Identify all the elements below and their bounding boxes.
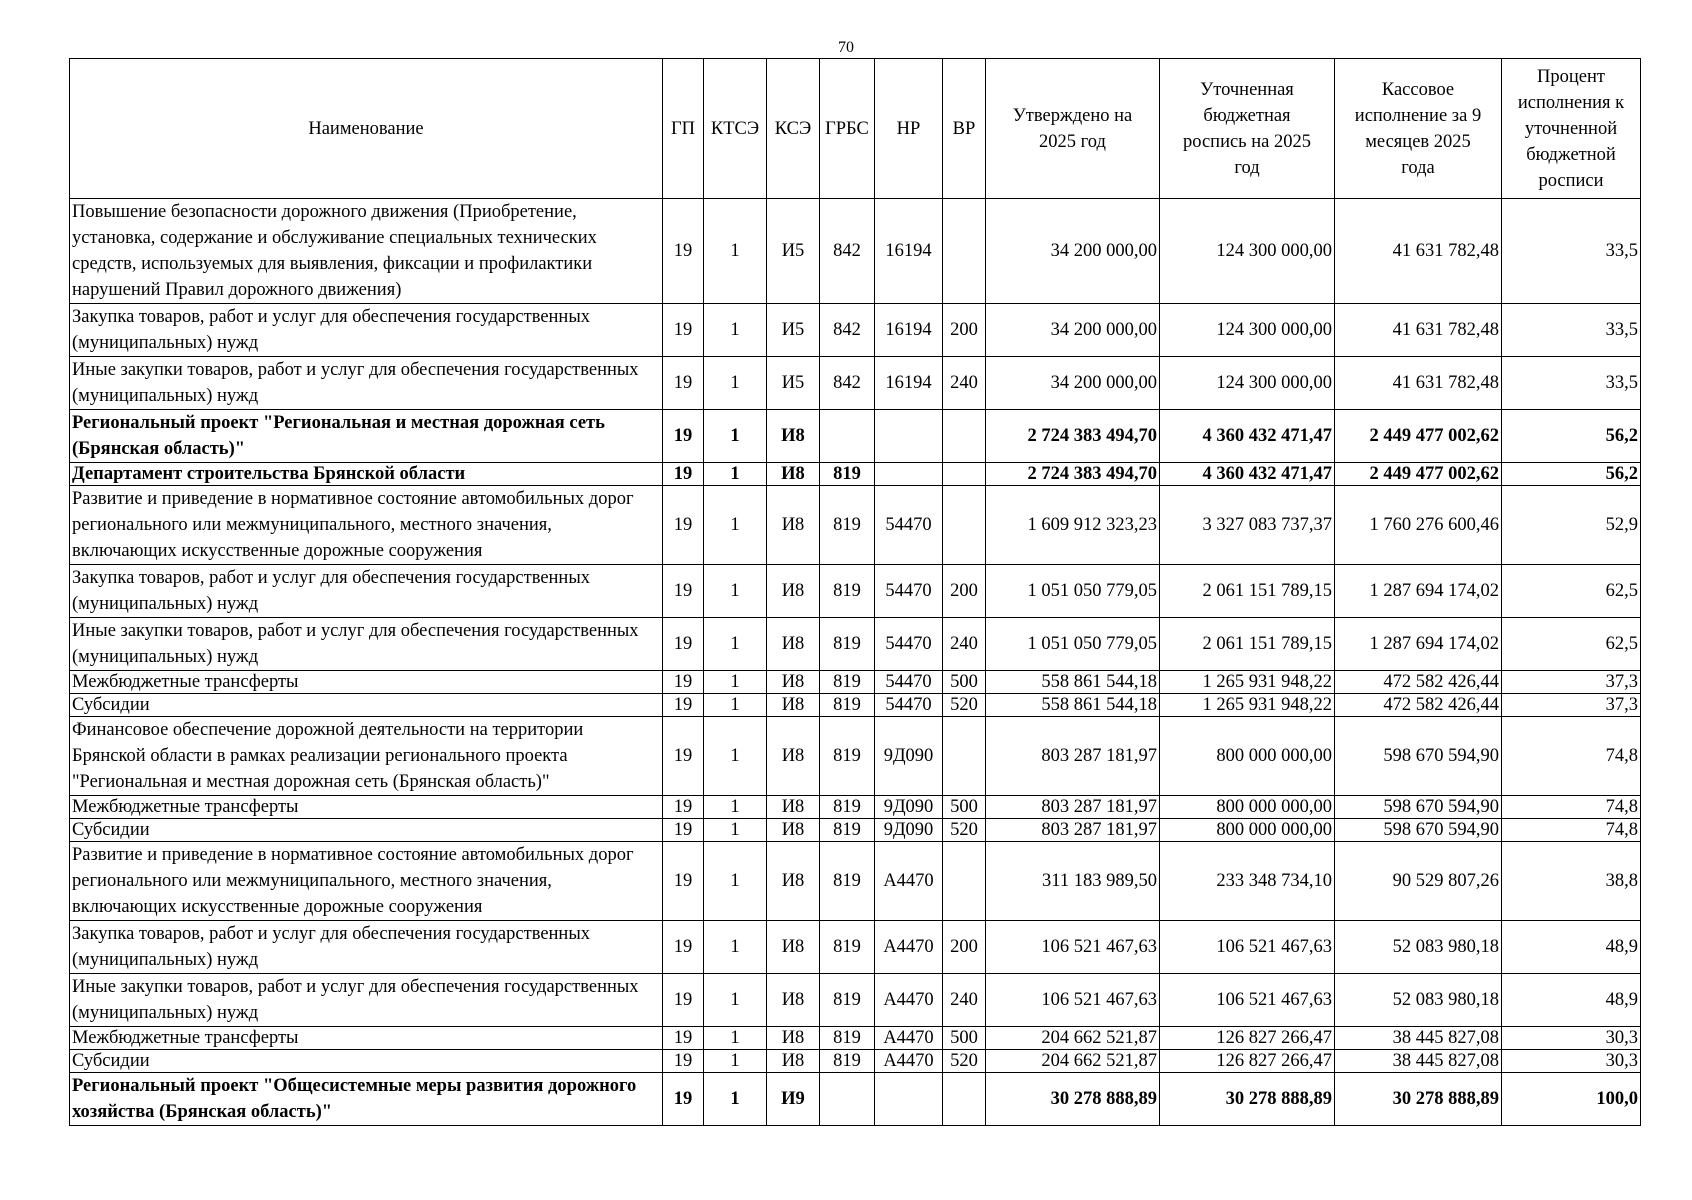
row-gp: 19 (663, 304, 704, 357)
row-cash: 90 529 807,26 (1335, 842, 1502, 921)
row-ktse: 1 (704, 694, 767, 717)
row-kse: И8 (767, 1050, 820, 1073)
row-name: Региональный проект "Общесистемные меры развития дорожного хозяйства (Брянская область)" (70, 1073, 663, 1126)
row-gp: 19 (663, 717, 704, 796)
row-ktse: 1 (704, 819, 767, 842)
row-grbs: 842 (820, 304, 875, 357)
row-grbs: 819 (820, 618, 875, 671)
row-gp: 19 (663, 842, 704, 921)
header-refined: Уточненная бюджетная роспись на 2025 год (1160, 59, 1335, 199)
row-ktse: 1 (704, 410, 767, 463)
row-cash: 2 449 477 002,62 (1335, 463, 1502, 486)
row-vr (943, 199, 986, 304)
row-kse: И5 (767, 199, 820, 304)
row-percent: 48,9 (1502, 974, 1641, 1027)
row-kse: И8 (767, 410, 820, 463)
row-name: Развитие и приведение в нормативное состояние автомобильных дорог регионального или межмуниципального, местного значения, включающих искусственные дорожные сооружения (70, 486, 663, 565)
row-np: 9Д090 (875, 796, 943, 819)
row-percent: 56,2 (1502, 410, 1641, 463)
row-grbs: 819 (820, 974, 875, 1027)
row-np: А4470 (875, 1050, 943, 1073)
row-cash: 598 670 594,90 (1335, 796, 1502, 819)
row-vr: 500 (943, 1027, 986, 1050)
row-vr: 520 (943, 819, 986, 842)
row-approved: 558 861 544,18 (986, 671, 1160, 694)
row-gp: 19 (663, 974, 704, 1027)
header-grbs: ГРБС (820, 59, 875, 199)
row-ktse: 1 (704, 717, 767, 796)
row-np: 54470 (875, 671, 943, 694)
row-grbs: 819 (820, 921, 875, 974)
row-name: Закупка товаров, работ и услуг для обеспечения государственных (муниципальных) нужд (70, 565, 663, 618)
row-cash: 1 760 276 600,46 (1335, 486, 1502, 565)
row-approved: 34 200 000,00 (986, 357, 1160, 410)
row-grbs (820, 410, 875, 463)
row-approved: 311 183 989,50 (986, 842, 1160, 921)
table-row (70, 486, 1641, 565)
row-grbs: 819 (820, 694, 875, 717)
header-vr: ВР (943, 59, 986, 199)
row-kse: И8 (767, 974, 820, 1027)
row-gp: 19 (663, 486, 704, 565)
row-refined: 30 278 888,89 (1160, 1073, 1335, 1126)
row-kse: И5 (767, 304, 820, 357)
row-gp: 19 (663, 671, 704, 694)
row-np: А4470 (875, 974, 943, 1027)
page-number: 70 (838, 39, 854, 56)
row-name: Департамент строительства Брянской области (70, 463, 663, 486)
header-gp: ГП (663, 59, 704, 199)
row-vr: 200 (943, 304, 986, 357)
row-name: Субсидии (70, 694, 663, 717)
header-ktse: КТСЭ (704, 59, 767, 199)
row-ktse: 1 (704, 842, 767, 921)
row-cash: 1 287 694 174,02 (1335, 565, 1502, 618)
row-np (875, 463, 943, 486)
row-gp: 19 (663, 463, 704, 486)
row-kse: И8 (767, 796, 820, 819)
row-kse: И8 (767, 618, 820, 671)
row-percent: 62,5 (1502, 618, 1641, 671)
row-percent: 48,9 (1502, 921, 1641, 974)
table-row (70, 463, 1641, 486)
row-kse: И8 (767, 842, 820, 921)
row-name: Межбюджетные трансферты (70, 671, 663, 694)
row-gp: 19 (663, 921, 704, 974)
row-vr (943, 463, 986, 486)
row-cash: 38 445 827,08 (1335, 1027, 1502, 1050)
row-kse: И8 (767, 486, 820, 565)
row-ktse: 1 (704, 618, 767, 671)
row-percent: 56,2 (1502, 463, 1641, 486)
row-percent: 74,8 (1502, 717, 1641, 796)
row-approved: 1 051 050 779,05 (986, 565, 1160, 618)
row-ktse: 1 (704, 357, 767, 410)
row-cash: 30 278 888,89 (1335, 1073, 1502, 1126)
table-row (70, 974, 1641, 1027)
header-name: Наименование (70, 59, 663, 199)
row-ktse: 1 (704, 921, 767, 974)
row-grbs: 819 (820, 796, 875, 819)
row-np: 9Д090 (875, 819, 943, 842)
row-grbs: 842 (820, 199, 875, 304)
row-gp: 19 (663, 357, 704, 410)
row-refined: 2 061 151 789,15 (1160, 618, 1335, 671)
row-approved: 106 521 467,63 (986, 921, 1160, 974)
table-row (70, 565, 1641, 618)
row-gp: 19 (663, 819, 704, 842)
row-refined: 800 000 000,00 (1160, 819, 1335, 842)
row-np: 16194 (875, 357, 943, 410)
row-name: Субсидии (70, 819, 663, 842)
row-refined: 124 300 000,00 (1160, 304, 1335, 357)
row-vr: 500 (943, 796, 986, 819)
row-name: Финансовое обеспечение дорожной деятельности на территории Брянской области в рамках реализации регионального проекта "Региональная и местная дорожная сеть (Брянская область)" (70, 717, 663, 796)
row-grbs: 819 (820, 565, 875, 618)
row-ktse: 1 (704, 463, 767, 486)
row-name: Региональный проект "Региональная и местная дорожная сеть (Брянская область)" (70, 410, 663, 463)
row-kse: И5 (767, 357, 820, 410)
row-gp: 19 (663, 618, 704, 671)
row-np: 16194 (875, 199, 943, 304)
row-np: 9Д090 (875, 717, 943, 796)
row-vr (943, 1073, 986, 1126)
row-refined: 800 000 000,00 (1160, 796, 1335, 819)
row-np: 54470 (875, 618, 943, 671)
row-vr (943, 486, 986, 565)
row-kse: И8 (767, 819, 820, 842)
row-np: 54470 (875, 694, 943, 717)
row-grbs: 819 (820, 1027, 875, 1050)
table-row (70, 357, 1641, 410)
row-kse: И8 (767, 694, 820, 717)
row-name: Иные закупки товаров, работ и услуг для обеспечения государственных (муниципальных) нужд (70, 357, 663, 410)
row-approved: 803 287 181,97 (986, 819, 1160, 842)
row-cash: 41 631 782,48 (1335, 199, 1502, 304)
table-row (70, 1050, 1641, 1073)
row-refined: 1 265 931 948,22 (1160, 671, 1335, 694)
row-ktse: 1 (704, 974, 767, 1027)
row-refined: 233 348 734,10 (1160, 842, 1335, 921)
row-ktse: 1 (704, 199, 767, 304)
row-gp: 19 (663, 199, 704, 304)
row-percent: 74,8 (1502, 819, 1641, 842)
row-cash: 41 631 782,48 (1335, 357, 1502, 410)
row-approved: 1 051 050 779,05 (986, 618, 1160, 671)
row-percent: 33,5 (1502, 357, 1641, 410)
row-approved: 34 200 000,00 (986, 304, 1160, 357)
table-row (70, 1073, 1641, 1126)
row-percent: 62,5 (1502, 565, 1641, 618)
row-refined: 1 265 931 948,22 (1160, 694, 1335, 717)
row-percent: 30,3 (1502, 1050, 1641, 1073)
table-row (70, 618, 1641, 671)
row-approved: 803 287 181,97 (986, 717, 1160, 796)
table-row (70, 410, 1641, 463)
row-vr: 500 (943, 671, 986, 694)
row-name: Субсидии (70, 1050, 663, 1073)
row-refined: 124 300 000,00 (1160, 357, 1335, 410)
row-vr: 240 (943, 618, 986, 671)
row-vr: 240 (943, 974, 986, 1027)
header-approved: Утверждено на 2025 год (986, 59, 1160, 199)
row-approved: 558 861 544,18 (986, 694, 1160, 717)
row-kse: И8 (767, 921, 820, 974)
row-vr: 240 (943, 357, 986, 410)
row-vr (943, 717, 986, 796)
row-vr: 200 (943, 565, 986, 618)
row-kse: И8 (767, 1027, 820, 1050)
row-name: Межбюджетные трансферты (70, 796, 663, 819)
row-np: 54470 (875, 565, 943, 618)
row-percent: 100,0 (1502, 1073, 1641, 1126)
row-ktse: 1 (704, 1027, 767, 1050)
row-cash: 41 631 782,48 (1335, 304, 1502, 357)
row-kse: И8 (767, 717, 820, 796)
table-row (70, 304, 1641, 357)
row-approved: 204 662 521,87 (986, 1027, 1160, 1050)
row-grbs: 819 (820, 819, 875, 842)
row-grbs: 842 (820, 357, 875, 410)
row-percent: 33,5 (1502, 304, 1641, 357)
row-refined: 3 327 083 737,37 (1160, 486, 1335, 565)
row-cash: 1 287 694 174,02 (1335, 618, 1502, 671)
row-refined: 126 827 266,47 (1160, 1050, 1335, 1073)
row-name: Межбюджетные трансферты (70, 1027, 663, 1050)
row-percent: 37,3 (1502, 694, 1641, 717)
row-name: Закупка товаров, работ и услуг для обеспечения государственных (муниципальных) нужд (70, 304, 663, 357)
row-approved: 30 278 888,89 (986, 1073, 1160, 1126)
row-cash: 472 582 426,44 (1335, 671, 1502, 694)
row-cash: 472 582 426,44 (1335, 694, 1502, 717)
row-approved: 803 287 181,97 (986, 796, 1160, 819)
row-ktse: 1 (704, 304, 767, 357)
row-percent: 52,9 (1502, 486, 1641, 565)
row-np: А4470 (875, 1027, 943, 1050)
row-gp: 19 (663, 565, 704, 618)
table-row (70, 819, 1641, 842)
budget-table (69, 58, 1641, 1126)
header-np: НР (875, 59, 943, 199)
row-name: Иные закупки товаров, работ и услуг для обеспечения государственных (муниципальных) нужд (70, 618, 663, 671)
row-gp: 19 (663, 1027, 704, 1050)
row-approved: 106 521 467,63 (986, 974, 1160, 1027)
row-gp: 19 (663, 1050, 704, 1073)
row-grbs: 819 (820, 717, 875, 796)
header-kse: КСЭ (767, 59, 820, 199)
table-row (70, 1027, 1641, 1050)
row-vr: 520 (943, 1050, 986, 1073)
row-kse: И8 (767, 565, 820, 618)
row-ktse: 1 (704, 565, 767, 618)
row-refined: 2 061 151 789,15 (1160, 565, 1335, 618)
row-percent: 38,8 (1502, 842, 1641, 921)
row-np: 16194 (875, 304, 943, 357)
row-ktse: 1 (704, 486, 767, 565)
row-grbs (820, 1073, 875, 1126)
row-grbs: 819 (820, 1050, 875, 1073)
row-np (875, 410, 943, 463)
row-vr: 520 (943, 694, 986, 717)
row-cash: 2 449 477 002,62 (1335, 410, 1502, 463)
table-row (70, 717, 1641, 796)
row-approved: 34 200 000,00 (986, 199, 1160, 304)
row-percent: 37,3 (1502, 671, 1641, 694)
table-row (70, 921, 1641, 974)
row-vr (943, 410, 986, 463)
header-percent: Процент исполнения к уточненной бюджетной росписи (1502, 59, 1641, 199)
row-approved: 204 662 521,87 (986, 1050, 1160, 1073)
row-percent: 30,3 (1502, 1027, 1641, 1050)
row-gp: 19 (663, 796, 704, 819)
row-approved: 2 724 383 494,70 (986, 410, 1160, 463)
row-grbs: 819 (820, 842, 875, 921)
row-ktse: 1 (704, 1050, 767, 1073)
row-cash: 52 083 980,18 (1335, 974, 1502, 1027)
row-cash: 38 445 827,08 (1335, 1050, 1502, 1073)
row-refined: 4 360 432 471,47 (1160, 410, 1335, 463)
table-row (70, 671, 1641, 694)
row-name: Закупка товаров, работ и услуг для обеспечения государственных (муниципальных) нужд (70, 921, 663, 974)
table-row (70, 796, 1641, 819)
row-grbs: 819 (820, 463, 875, 486)
row-cash: 598 670 594,90 (1335, 717, 1502, 796)
row-np: А4470 (875, 842, 943, 921)
table-row (70, 694, 1641, 717)
row-grbs: 819 (820, 486, 875, 565)
header-cash: Кассовое исполнение за 9 месяцев 2025 года (1335, 59, 1502, 199)
row-vr (943, 842, 986, 921)
row-refined: 4 360 432 471,47 (1160, 463, 1335, 486)
row-percent: 33,5 (1502, 199, 1641, 304)
row-refined: 800 000 000,00 (1160, 717, 1335, 796)
row-kse: И8 (767, 671, 820, 694)
row-vr: 200 (943, 921, 986, 974)
row-name: Повышение безопасности дорожного движения (Приобретение, установка, содержание и обслуживание специальных технических средств, используемых для выявления, фиксации и профилактики нарушений Правил дорожного движения) (70, 199, 663, 304)
row-kse: И8 (767, 463, 820, 486)
row-ktse: 1 (704, 1073, 767, 1126)
row-refined: 126 827 266,47 (1160, 1027, 1335, 1050)
row-grbs: 819 (820, 671, 875, 694)
row-refined: 106 521 467,63 (1160, 974, 1335, 1027)
row-np: 54470 (875, 486, 943, 565)
row-name: Иные закупки товаров, работ и услуг для обеспечения государственных (муниципальных) нужд (70, 974, 663, 1027)
table-row (70, 842, 1641, 921)
row-refined: 124 300 000,00 (1160, 199, 1335, 304)
row-approved: 1 609 912 323,23 (986, 486, 1160, 565)
row-percent: 74,8 (1502, 796, 1641, 819)
row-np: А4470 (875, 921, 943, 974)
row-np (875, 1073, 943, 1126)
row-gp: 19 (663, 1073, 704, 1126)
row-cash: 52 083 980,18 (1335, 921, 1502, 974)
table-header-row (70, 59, 1641, 199)
table-row (70, 199, 1641, 304)
row-name: Развитие и приведение в нормативное состояние автомобильных дорог регионального или межмуниципального, местного значения, включающих искусственные дорожные сооружения (70, 842, 663, 921)
row-approved: 2 724 383 494,70 (986, 463, 1160, 486)
row-kse: И9 (767, 1073, 820, 1126)
row-gp: 19 (663, 410, 704, 463)
row-refined: 106 521 467,63 (1160, 921, 1335, 974)
row-ktse: 1 (704, 671, 767, 694)
row-ktse: 1 (704, 796, 767, 819)
row-cash: 598 670 594,90 (1335, 819, 1502, 842)
row-gp: 19 (663, 694, 704, 717)
